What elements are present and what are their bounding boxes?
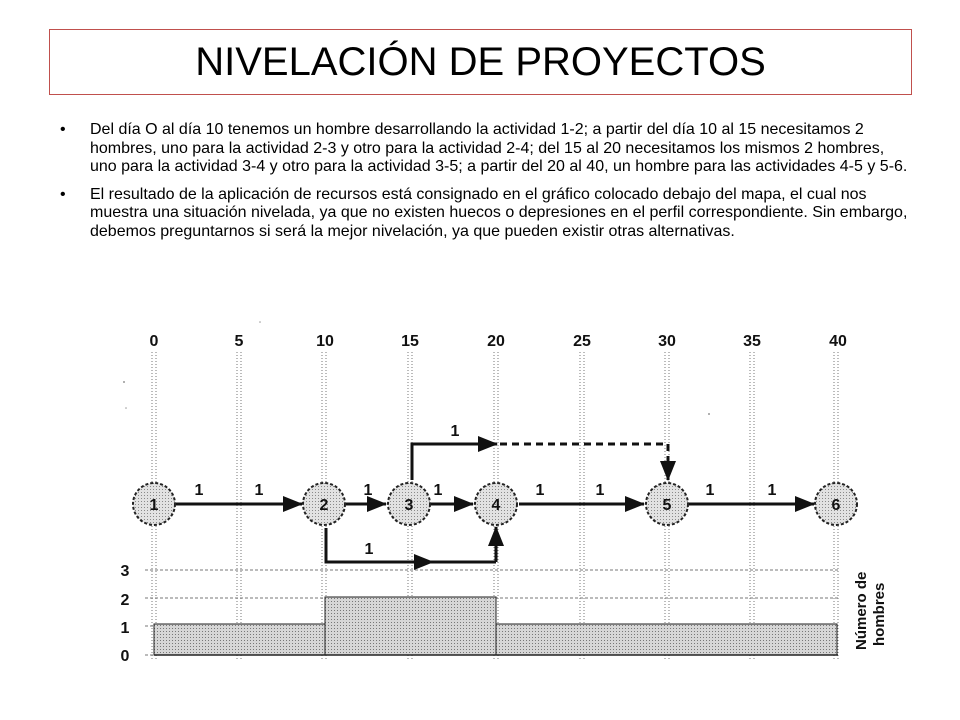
arrow-label: 1 [194,482,204,499]
node-5 [646,483,688,525]
day-tick-label: 5 [234,333,244,350]
speck [125,407,127,409]
resource-axis-title-line1: Número de [853,571,870,650]
arrow-label: 1 [595,482,605,499]
arrow-label: 1 [433,482,443,499]
bullet-text: El resultado de la aplicación de recursos está consignado en el gráfico colocado debajo del mapa, el cual nos muestra una situación nivelada, ya que no existen huecos o depresiones en el perfil correspondiente. Sin embargo, debemos preguntarnos si será la mejor nivelación, ya que pueden existir otras alternativas. [90,185,908,240]
node-label: 5 [662,497,672,514]
node-label: 4 [491,497,501,514]
resource-bar-1 [154,624,325,655]
node-label: 2 [319,497,329,514]
day-tick-label: 30 [658,333,676,350]
resource-histogram [121,563,888,665]
activity-3-5-path [412,444,496,480]
resource-tick-label: 3 [120,563,130,580]
resource-axis-title-line2: hombres [871,582,888,646]
day-tick-label: 10 [316,333,334,350]
arrow-label: 1 [535,482,545,499]
node-3 [388,483,430,525]
slack-3-5 [500,444,668,462]
resource-tick-label: 1 [120,620,130,637]
bullet-text: Del día O al día 10 tenemos un hombre desarrollando la actividad 1-2; a partir del día 10 al 15 necesitamos 2 hombres, uno para la actividad 2-3 y otro para la actividad 2-4; del 15 al 20 necesitamos los mismos 2 hombres, uno para la actividad 3-4 y otro para la actividad 3-5; a partir del 20 al 40, un hombre para las actividades 4-5 y 5-6. [90,121,908,175]
gridline [237,352,241,660]
resource-axis-title [853,572,888,650]
resource-bar-3 [496,624,837,655]
arrow-label: 1 [254,482,264,499]
node-label: 3 [404,497,414,514]
speck [123,381,125,383]
day-tick-label: 15 [401,333,419,350]
gridline [750,352,754,660]
page-title: NIVELACIÓN DE PROYECTOS [195,40,766,84]
activity-2-4-path [326,528,496,562]
arrow-label: 1 [450,423,460,440]
resource-tick-label: 0 [120,648,130,665]
node-6 [815,483,857,525]
arrow-label: 1 [363,482,373,499]
gridline [580,352,584,660]
day-tick-label: 40 [829,333,847,350]
resource-tick-label: 2 [120,592,130,609]
arrow-label: 1 [767,482,777,499]
day-tick-label: 20 [487,333,505,350]
node-label: 6 [831,497,841,514]
node-4 [475,483,517,525]
speck [259,321,261,323]
resource-bar-2 [325,597,496,655]
speck [708,413,710,415]
node-1 [133,483,175,525]
bullet-dot: • [60,185,66,203]
day-tick-label: 35 [743,333,761,350]
node-2 [303,483,345,525]
arrow-label: 1 [364,541,374,558]
day-tick-label: 25 [573,333,591,350]
day-tick-labels [150,333,847,350]
arrow-label: 1 [705,482,715,499]
bullet-dot: • [60,121,66,138]
day-tick-label: 0 [149,333,159,350]
resource-axis-ticks [121,563,130,665]
node-label: 1 [149,497,159,514]
